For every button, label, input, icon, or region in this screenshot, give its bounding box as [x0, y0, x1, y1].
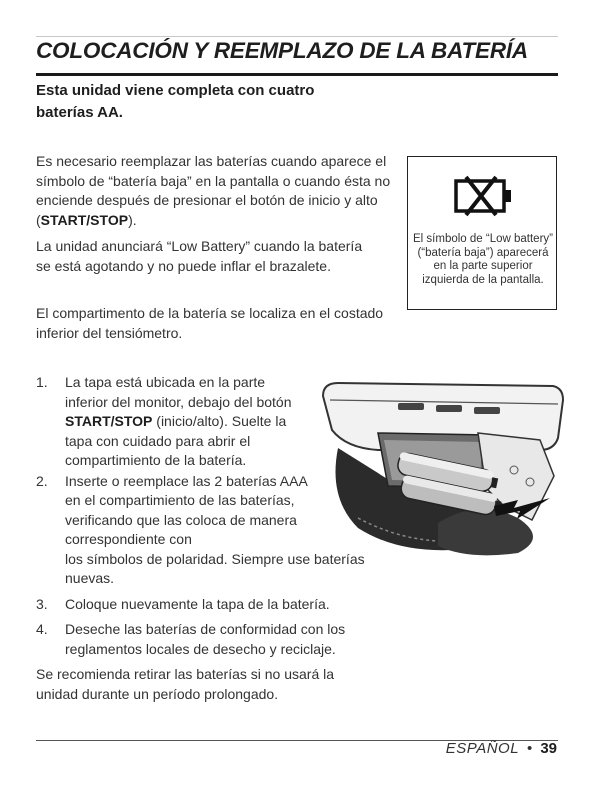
callout-caption: El símbolo de “Low battery” (“batería baja”) aparecerá en la parte superior izquierda de la pantalla. [413, 233, 553, 286]
battery-compartment-illustration [318, 378, 568, 558]
step-1-pre: La tapa está ubicada en la parte inferior del monitor, debajo del botón [65, 374, 292, 410]
step-1-post: (inicio/alto). Suelte la tapa con cuidado para abrir el compartimiento de la batería. [65, 413, 287, 468]
step-4-text: Deseche las baterías de conformidad con los reglamentos locales de desecho y reciclaje. [65, 621, 346, 657]
page-number: 39 [540, 740, 557, 757]
step-number: 4. [36, 621, 48, 637]
footer-language: ESPAÑOL [445, 740, 520, 757]
step-number: 2. [36, 472, 48, 489]
step-3 [36, 595, 416, 615]
intro-paragraph-3: El compartimento de la batería se localiza en el costado inferior del tensiómetro. [36, 305, 384, 341]
intro-p1-text: Es necesario reemplazar las baterías cuando aparece el símbolo de “batería baja” en la pantalla o cuando ésta no enciende después de presionar el botón de inicio y alto ( [36, 153, 391, 228]
footer-bullet: • [527, 740, 533, 757]
step-number: 3. [36, 595, 48, 612]
intro-p1-end: ). [128, 211, 137, 228]
step-4 [36, 620, 395, 659]
start-stop-label: START/STOP [40, 211, 129, 228]
step-2-text-part2: los símbolos de polaridad. Siempre use baterías nuevas. [65, 550, 365, 586]
step-2-text-part1: Inserte o reemplace las 2 baterías AAA en el compartimiento de las baterías, verificando que las coloca de manera correspondiente con [65, 472, 308, 547]
page-subtitle: Esta unidad viene completa con cuatro baterías AA. [36, 82, 315, 121]
start-stop-label: START/STOP [65, 413, 153, 429]
title-underline [36, 73, 558, 76]
step-number: 1. [36, 374, 48, 390]
page-title: COLOCACIÓN Y REEMPLAZO DE LA BATERÍA [36, 38, 528, 63]
step-3-text: Coloque nuevamente la tapa de la batería. [65, 595, 330, 612]
closing-paragraph: Se recomienda retirar las baterías si no usará la unidad durante un período prolongado. [36, 666, 335, 702]
page-footer [446, 740, 557, 757]
top-rule [36, 36, 558, 37]
step-1-text [65, 373, 310, 471]
intro-paragraph-1 [36, 152, 406, 230]
intro-paragraph-2: La unidad anunciará “Low Battery” cuando la batería se está agotando y no puede inflar el brazalete. [36, 238, 363, 274]
low-battery-callout [407, 156, 557, 310]
low-battery-icon [450, 171, 516, 219]
